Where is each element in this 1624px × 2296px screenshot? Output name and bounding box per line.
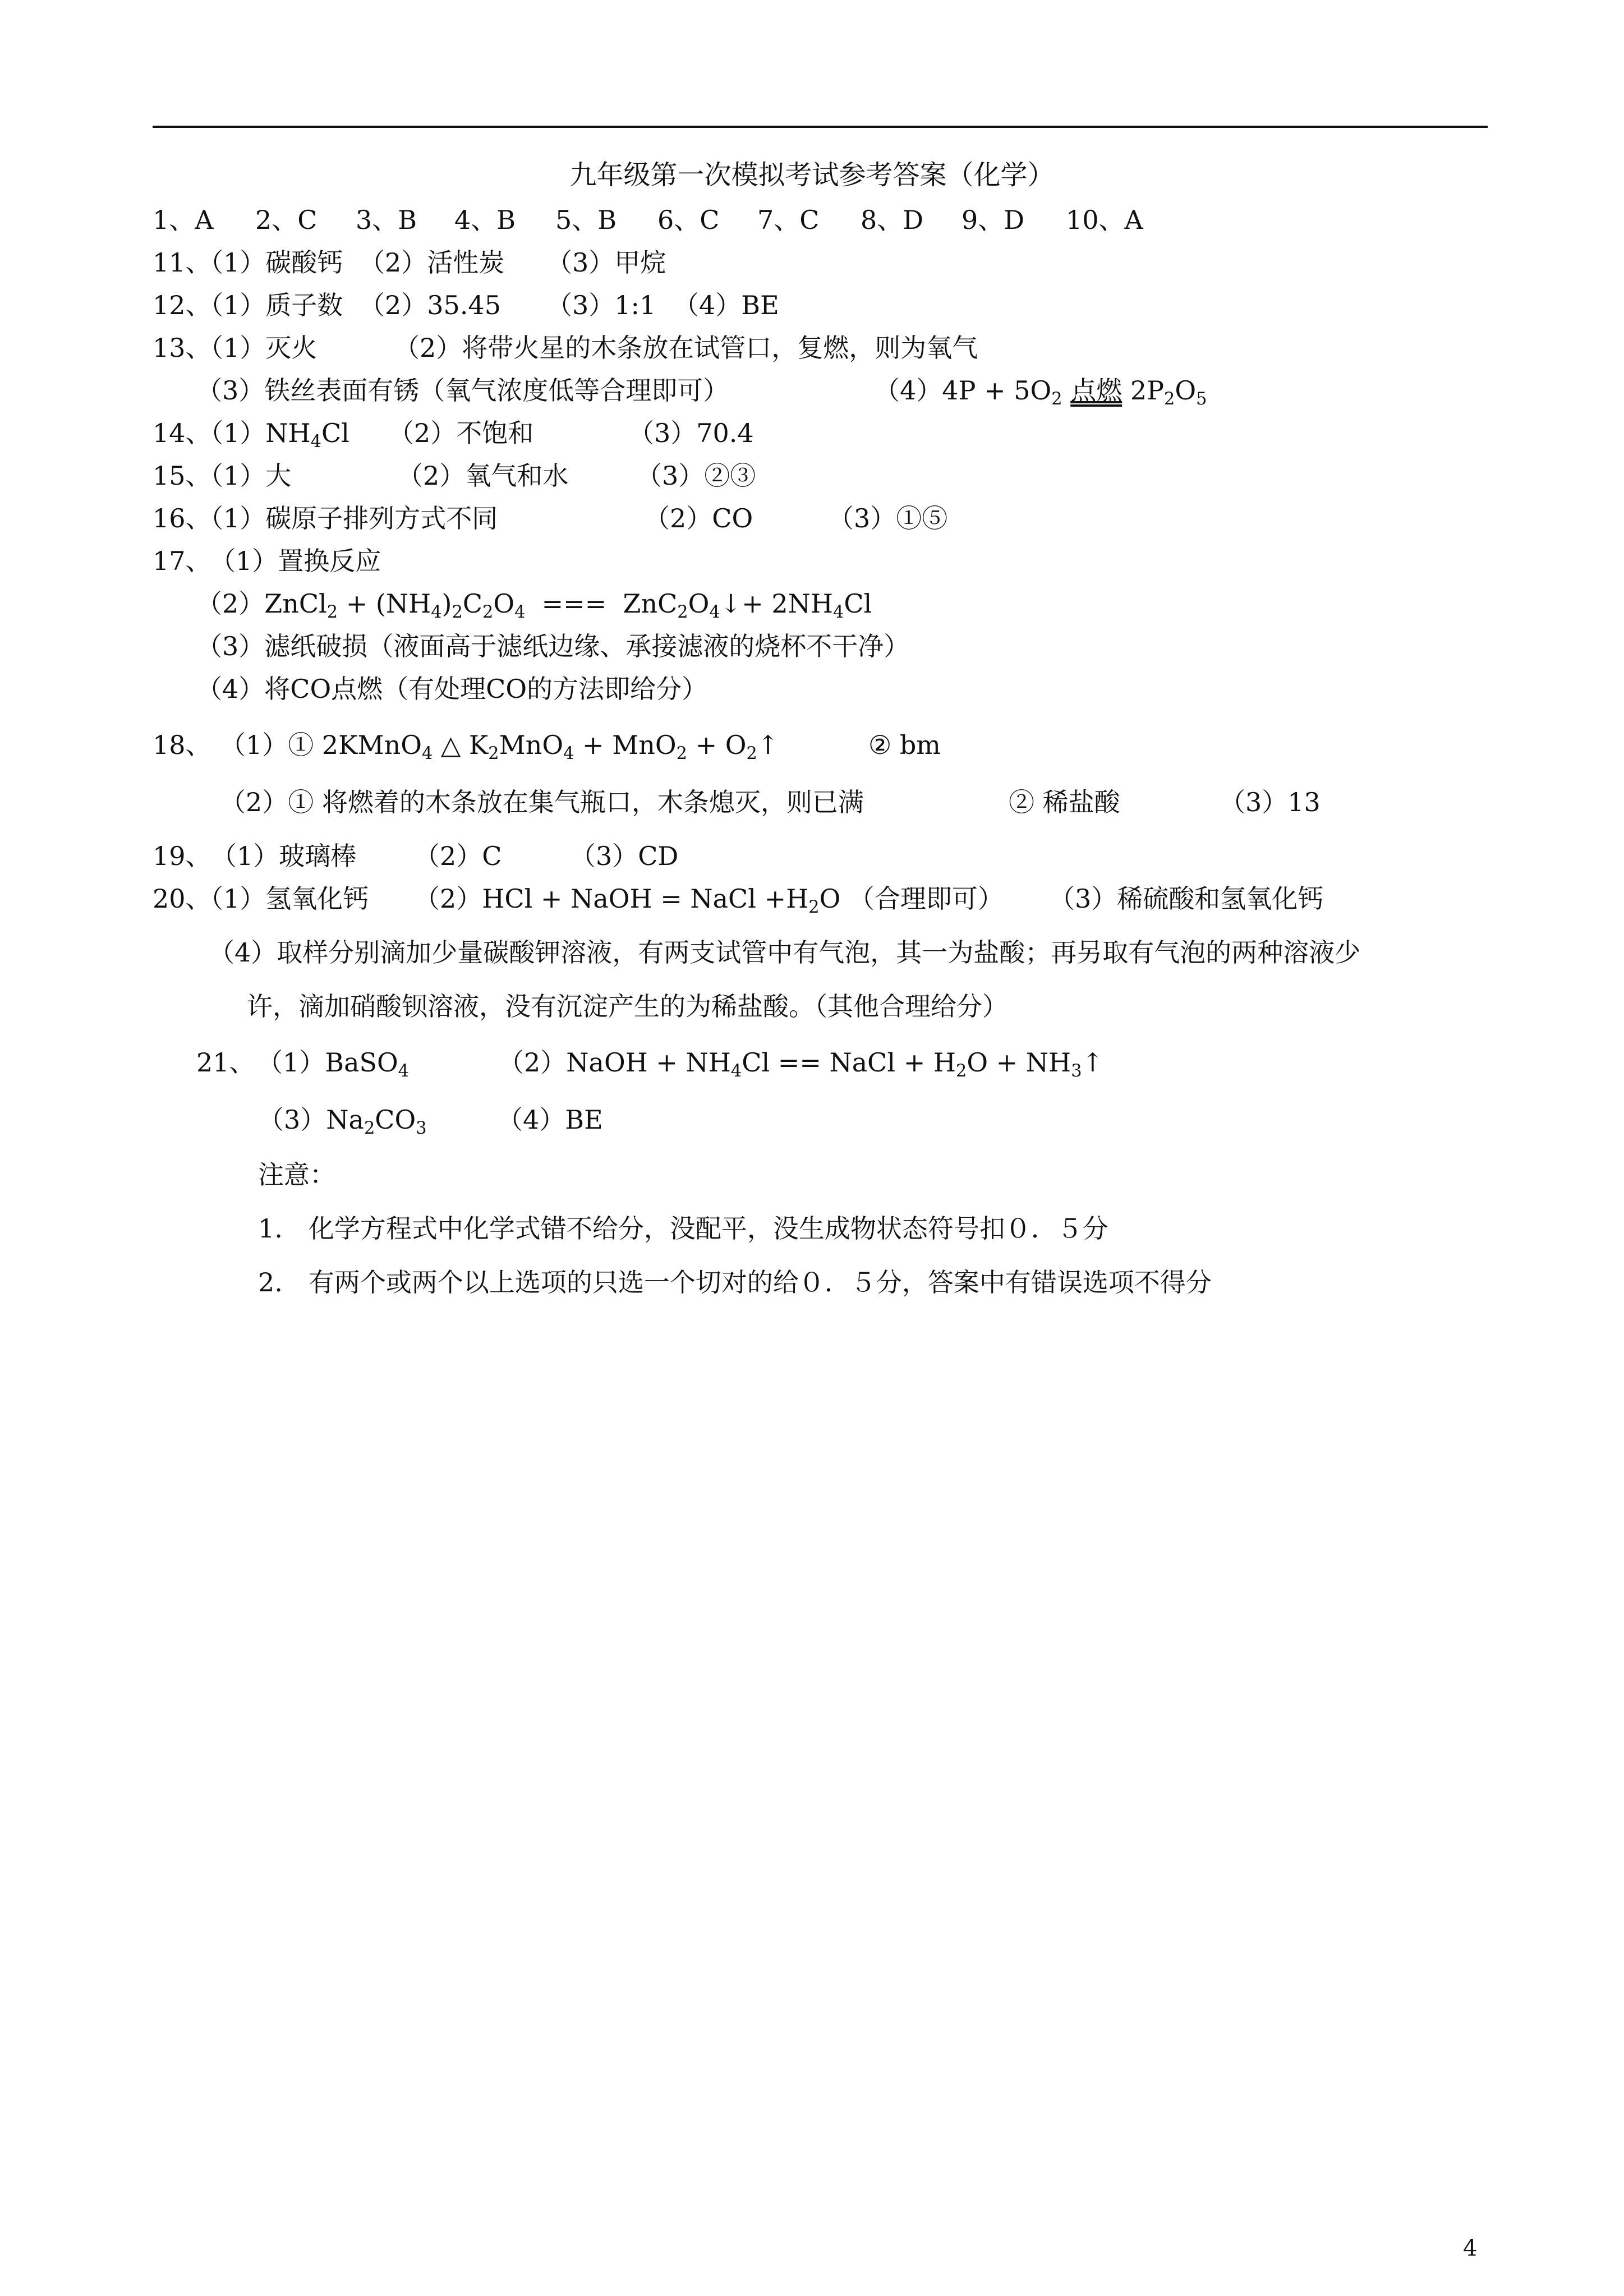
eq-sub: 2: [488, 744, 499, 764]
note-2: 2. 有两个或两个以上选项的只选一个切对的给０．５分，答案中有错误选项不得分: [258, 1267, 1212, 1297]
answer-part-2: （2）不饱和: [388, 418, 534, 448]
answer-10: 10、A: [1066, 205, 1143, 235]
eq-text: + O: [687, 730, 747, 760]
eq-sub: 4: [398, 1061, 410, 1082]
answer-part-3: （3）70.4: [628, 418, 754, 448]
header-rule: [153, 126, 1488, 128]
answer-part-3: （3）②③: [636, 461, 756, 491]
answer-8: 8、D: [861, 205, 924, 235]
answer-part-3: （3）滤纸破损（液面高于滤纸边缘、承接滤液的烧杯不干净）: [196, 631, 910, 661]
answer-part-2: （2）氧气和水: [397, 461, 569, 491]
equation-permanganate: [220, 728, 779, 762]
answer-part-1: （1）碳酸钙: [197, 247, 343, 278]
question-number: 15、: [153, 461, 211, 491]
notes-heading: 注意：: [258, 1159, 335, 1190]
answer-1: 1、A: [153, 205, 214, 235]
eq-text: O + NH: [967, 1047, 1071, 1078]
eq-text: 2P: [1130, 375, 1165, 406]
answer-part-2: [414, 882, 1004, 918]
eq-text: （1）① 2KMnO: [220, 730, 422, 760]
answer-4: 4、B: [454, 205, 516, 235]
answer-part-1: （1）大: [197, 461, 292, 491]
eq-text: Cl: [844, 588, 872, 619]
note-1: 1. 化学方程式中化学式错不给分，没配平，没生成物状态符号扣０．５分: [258, 1213, 1108, 1244]
answer-part-3: （3）CD: [570, 841, 679, 871]
eq-text: ↓+ 2NH: [720, 588, 834, 619]
answer-part-4-line-1: （4）取样分别滴加少量碳酸钾溶液，有两支试管中有气泡，其一为盐酸；再另取有气泡的两种溶液少: [209, 937, 1361, 968]
eq-text: O: [688, 588, 710, 619]
eq-sub: 2: [1051, 389, 1062, 409]
eq-text: （2）ZnCl: [196, 588, 327, 619]
answer-part-2: （2）35.45: [359, 290, 501, 320]
eq-sub: 4: [730, 1061, 742, 1082]
eq-text: O: [493, 588, 515, 619]
question-number: 16、: [153, 503, 211, 533]
answer-part-4: （4）BE: [497, 1105, 603, 1135]
eq-sub: 2: [746, 744, 757, 764]
eq-sub: 2: [452, 602, 463, 623]
eq-text: ↑: [1082, 1047, 1104, 1078]
eq-sub: 3: [416, 1119, 427, 1139]
eq-text: + MnO: [574, 730, 677, 760]
eq-text: Cl: [321, 418, 349, 448]
question-number: 20、: [153, 884, 211, 914]
eq-sub: 2: [326, 602, 338, 623]
eq-text: （1）NH: [197, 418, 311, 448]
eq-text: （2）NaOH + NH: [498, 1047, 731, 1078]
answer-part-4-line-2: 许，滴加硝酸钡溶液，没有沉淀产生的为稀盐酸。（其他合理给分）: [247, 991, 1008, 1022]
eq-sub: 2: [677, 602, 688, 623]
answer-part-4: （4）将CO点燃（有处理CO的方法即给分）: [196, 674, 708, 704]
answer-part-3: （3）13: [1220, 787, 1321, 817]
eq-sub: 4: [563, 744, 574, 764]
eq-text: （4）4P + 5O: [874, 375, 1052, 406]
answer-6: 6、C: [657, 205, 720, 235]
eq-text: O （合理即可）: [819, 884, 1004, 914]
answer-part-2: （2）将带火星的木条放在试管口，复燃，则为氧气: [394, 333, 978, 363]
eq-text: （2）HCl + NaOH = NaCl +H: [414, 884, 809, 914]
answer-2: 2、C: [255, 205, 318, 235]
answer-part-1: （1）玻璃棒: [211, 841, 357, 871]
equation-phosphorus: [874, 374, 1207, 407]
eq-sub: 2: [1164, 389, 1175, 409]
eq-text: === ZnC: [525, 588, 678, 619]
answer-part-4: （4）BE: [673, 290, 779, 320]
question-number: 17、: [153, 546, 211, 576]
answer-part-2: （2）CO: [644, 503, 753, 533]
answer-5: 5、B: [555, 205, 617, 235]
equation-zinc-oxalate: [196, 587, 872, 623]
answer-part-3: （3）稀硫酸和氢氧化钙: [1049, 884, 1324, 914]
eq-sub: 2: [808, 898, 820, 918]
eq-sub: 2: [482, 602, 494, 623]
answer-3: 3、B: [356, 205, 417, 235]
answer-part-1: [197, 416, 349, 450]
question-number: 14、: [153, 418, 211, 448]
eq-text: ↑: [757, 730, 779, 760]
answer-part-3: （3）①⑤: [828, 503, 948, 533]
eq-text: C: [462, 588, 483, 619]
answer-9: 9、D: [961, 205, 1025, 235]
answer-part-1: （1）氢氧化钙: [197, 884, 369, 914]
eq-text: O: [1175, 375, 1197, 406]
eq-sub: 2: [676, 744, 687, 764]
answer-part-1: （1）灭火: [197, 333, 318, 363]
reaction-condition: 点燃: [1070, 375, 1122, 406]
answer-part-2: （2）活性炭: [359, 247, 505, 278]
eq-text: △ K: [433, 730, 489, 760]
eq-sub: 2: [364, 1119, 375, 1139]
question-number: 21、: [196, 1047, 255, 1078]
answer-part-2: （2）① 将燃着的木条放在集气瓶口，木条熄灭，则已满: [220, 787, 864, 817]
answer-part-1: （1）质子数: [197, 290, 343, 320]
eq-text: Cl == NaCl + H: [742, 1047, 956, 1078]
answer-part-2: [498, 1046, 1104, 1082]
question-number: 19、: [153, 841, 211, 871]
question-number: 12、: [153, 290, 211, 320]
eq-sub: 4: [709, 602, 720, 623]
answer-part-3: [258, 1103, 427, 1137]
eq-sub: 4: [514, 602, 526, 623]
answer-part-1: （1）碳原子排列方式不同: [197, 503, 498, 533]
eq-sub: 4: [833, 602, 844, 623]
eq-sub: 3: [1071, 1061, 1082, 1082]
answer-part-3: （3）铁丝表面有锈（氧气浓度低等合理即可）: [196, 375, 729, 406]
question-number: 18、: [153, 730, 211, 760]
eq-sub: 5: [1196, 389, 1207, 409]
eq-sub: 4: [431, 602, 442, 623]
answer-part-1: （1）置换反应: [210, 546, 381, 576]
answer-part-1b: ② bm: [868, 730, 941, 760]
answer-part-1: [257, 1046, 410, 1082]
answer-part-2b: ② 稀盐酸: [1009, 787, 1120, 817]
eq-sub: 4: [310, 432, 321, 452]
eq-sub: 4: [421, 744, 433, 764]
question-number: 13、: [153, 333, 211, 363]
answer-part-2: （2）C: [414, 841, 502, 871]
eq-text: （3）Na: [258, 1105, 364, 1135]
eq-text: CO: [375, 1105, 416, 1135]
page-number: 4: [1463, 2235, 1478, 2261]
question-number: 11、: [153, 247, 211, 278]
answer-part-3: （3）1:1: [546, 290, 656, 320]
answer-part-3: （3）甲烷: [546, 247, 666, 278]
eq-sub: 2: [955, 1061, 967, 1082]
eq-text: + (NH: [338, 588, 431, 619]
page-title: 九年级第一次模拟考试参考答案（化学）: [569, 159, 1055, 191]
answer-7: 7、C: [757, 205, 820, 235]
eq-text: （1）BaSO: [257, 1047, 398, 1078]
eq-text: ): [441, 588, 452, 619]
eq-text: MnO: [499, 730, 564, 760]
